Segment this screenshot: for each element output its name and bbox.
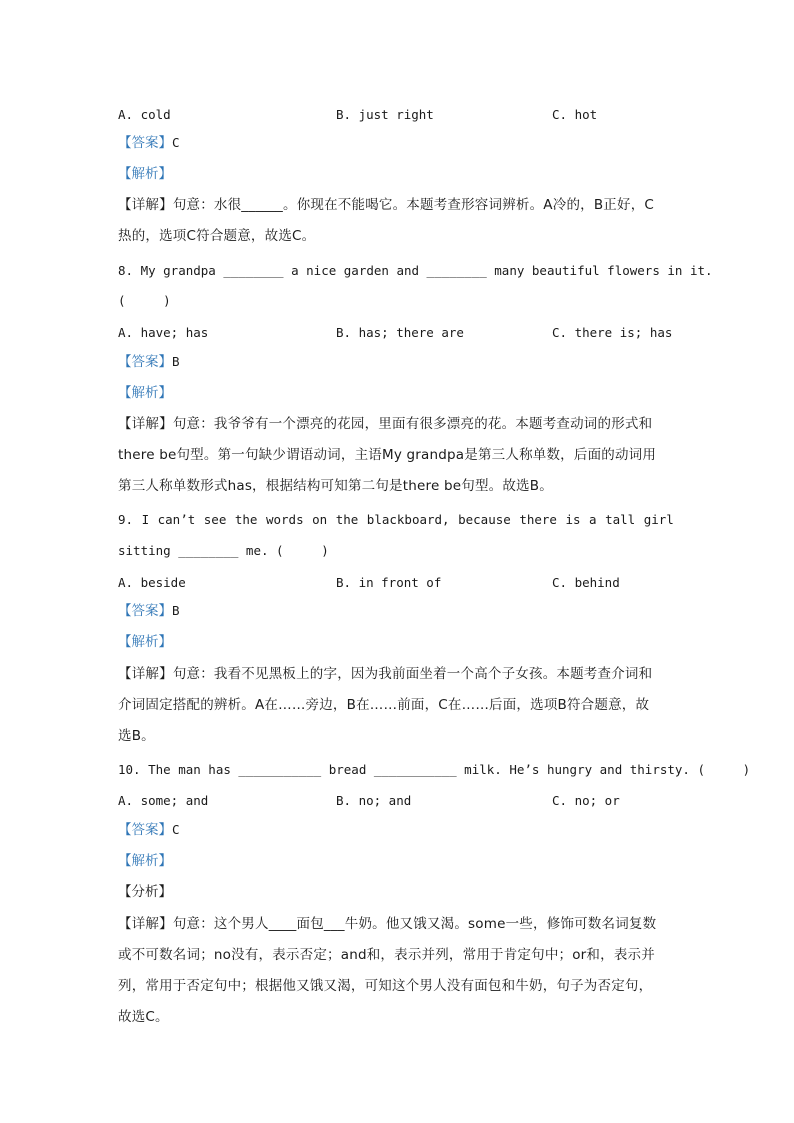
detail-tag: 【详解】 bbox=[118, 666, 173, 682]
q9-option-c: C. behind bbox=[552, 575, 620, 590]
answer-value: C bbox=[172, 822, 180, 837]
q10-analysis bbox=[118, 852, 172, 870]
answer-value: C bbox=[172, 135, 180, 150]
q7-detail-line-1: 【详解】句意：水很______。你现在不能喝它。本题考查形容词辨析。A冷的，B正好，C bbox=[118, 197, 655, 213]
q8-option-a: A. have; has bbox=[118, 325, 209, 340]
analysis-tag: 【解析】 bbox=[118, 166, 172, 182]
q9-detail-line-3: 选B。 bbox=[118, 728, 155, 744]
q7-analysis bbox=[118, 165, 172, 183]
q8-option-b: B. has; there are bbox=[336, 325, 464, 340]
answer-value: B bbox=[172, 603, 180, 618]
q10-detail-line-2: 或不可数名词；no没有，表示否定；and和，表示并列，常用于肯定句中；or和，表示并 bbox=[118, 947, 655, 963]
q9-question-line-2: sitting ________ me. ( ) bbox=[118, 543, 329, 558]
analysis-tag: 【解析】 bbox=[118, 634, 172, 650]
q7-option-c: C. hot bbox=[552, 107, 598, 122]
analysis-tag: 【解析】 bbox=[118, 385, 172, 401]
analysis2-tag: 【分析】 bbox=[118, 884, 172, 900]
answer-tag: 【答案】 bbox=[118, 354, 172, 370]
q10-detail-line-3: 列，常用于否定句中；根据他又饿又渴，可知这个男人没有面包和牛奶，句子为否定句， bbox=[118, 978, 653, 994]
detail-tag: 【详解】 bbox=[118, 197, 173, 213]
q9-detail-line-1: 【详解】句意：我看不见黑板上的字，因为我前面坐着一个高个子女孩。本题考查介词和 bbox=[118, 666, 653, 682]
q10-detail-line-1: 【详解】句意：这个男人____面包___牛奶。他又饿又渴。some一些，修饰可数名词复数 bbox=[118, 916, 657, 932]
q10-question-line-1: 10. The man has ___________ bread ___________ milk. He’s hungry and thirsty. ( ) bbox=[118, 762, 751, 777]
q8-option-c: C. there is; has bbox=[552, 325, 673, 340]
answer-value: B bbox=[172, 354, 180, 369]
q8-analysis bbox=[118, 384, 172, 402]
q7-option-b: B. just right bbox=[336, 107, 434, 122]
q8-question-line-2: ( ) bbox=[118, 293, 171, 308]
answer-tag: 【答案】 bbox=[118, 603, 172, 619]
q7-detail-line-2: 热的，选项C符合题意，故选C。 bbox=[118, 228, 316, 244]
detail-tag: 【详解】 bbox=[118, 416, 173, 432]
q7-option-a: A. cold bbox=[118, 107, 171, 122]
q10-option-a: A. some; and bbox=[118, 793, 209, 808]
q8-detail-line-2: there be句型。第一句缺少谓语动词，主语My grandpa是第三人称单数，后面的动词用 bbox=[118, 447, 657, 463]
q9-analysis bbox=[118, 633, 172, 651]
q8-detail-line-3: 第三人称单数形式has，根据结构可知第二句是there be句型。故选B。 bbox=[118, 478, 553, 494]
q10-option-c: C. no; or bbox=[552, 793, 620, 808]
q9-detail-line-2: 介词固定搭配的辨析。A在……旁边，B在……前面，C在……后面，选项B符合题意，故 bbox=[118, 697, 650, 713]
q10-analysis2 bbox=[118, 883, 172, 901]
q9-answer bbox=[118, 602, 180, 620]
q10-detail-line-4: 故选C。 bbox=[118, 1009, 169, 1025]
answer-tag: 【答案】 bbox=[118, 135, 172, 151]
answer-tag: 【答案】 bbox=[118, 822, 172, 838]
q9-option-a: A. beside bbox=[118, 575, 186, 590]
q10-answer bbox=[118, 821, 180, 839]
q9-question-line-1: 9. I can’t see the words on the blackboard, because there is a tall girl bbox=[118, 512, 674, 527]
analysis-tag: 【解析】 bbox=[118, 853, 172, 869]
q8-detail-line-1: 【详解】句意：我爷爷有一个漂亮的花园，里面有很多漂亮的花。本题考查动词的形式和 bbox=[118, 416, 653, 432]
detail-tag: 【详解】 bbox=[118, 916, 173, 932]
q8-answer bbox=[118, 353, 180, 371]
q7-answer bbox=[118, 134, 180, 152]
q10-option-b: B. no; and bbox=[336, 793, 412, 808]
q9-option-b: B. in front of bbox=[336, 575, 442, 590]
q8-question-line-1: 8. My grandpa ________ a nice garden and ________ many beautiful flowers in it. bbox=[118, 263, 713, 278]
